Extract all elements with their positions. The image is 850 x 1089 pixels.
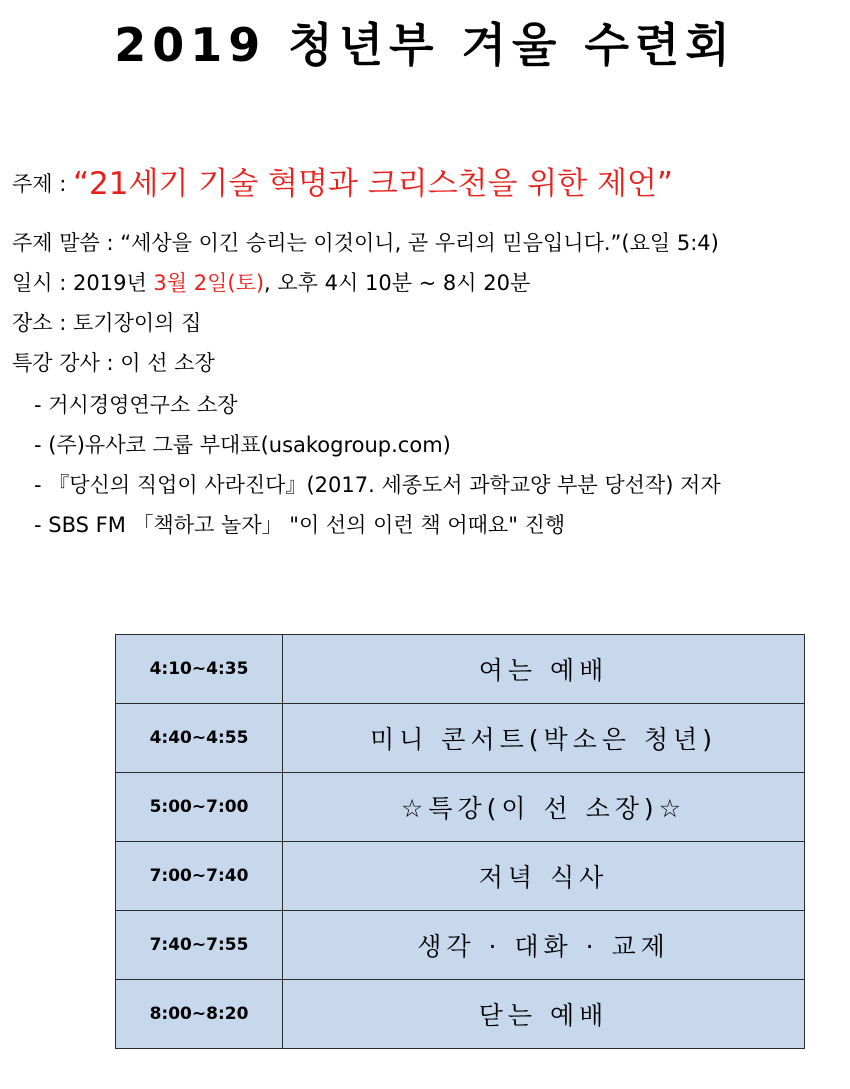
table-row xyxy=(116,704,805,773)
schedule-time: 4:10~4:35 xyxy=(116,635,283,704)
speaker-detail: - 『당신의 직업이 사라진다』(2017. 세종도서 과학교양 부분 당선작) 저자 xyxy=(34,473,721,497)
speaker-heading: 특강 강사 : 이 선 소장 xyxy=(12,351,215,375)
theme-text: “21세기 기술 혁명과 크리스천을 위한 제언” xyxy=(73,166,673,202)
speaker-detail: - SBS FM 「책하고 놀자」 "이 선의 이런 책 어때요" 진행 xyxy=(34,513,566,537)
table-row xyxy=(116,773,805,842)
schedule-table xyxy=(115,634,805,1049)
table-row xyxy=(116,842,805,911)
schedule-event: 여는 예배 xyxy=(283,635,805,704)
theme-label: 주제 : xyxy=(12,172,73,196)
table-row xyxy=(116,980,805,1049)
speaker-detail: - 거시경영연구소 소장 xyxy=(34,393,238,417)
page-title: 2019 청년부 겨울 수련회 xyxy=(114,18,736,72)
table-row xyxy=(116,635,805,704)
datetime-prefix: 일시 : 2019년 xyxy=(12,271,154,295)
schedule-event: 저녁 식사 xyxy=(283,842,805,911)
schedule-event: 닫는 예배 xyxy=(283,980,805,1049)
schedule-event: ☆특강(이 선 소장)☆ xyxy=(283,773,805,842)
datetime-date-highlight: 3월 2일(토) xyxy=(153,271,265,295)
table-row xyxy=(116,911,805,980)
schedule-event: 미니 콘서트(박소은 청년) xyxy=(283,704,805,773)
event-place: 장소 : 토기장이의 집 xyxy=(12,311,202,335)
theme-line xyxy=(12,166,673,202)
schedule-time: 8:00~8:20 xyxy=(116,980,283,1049)
schedule-time: 7:40~7:55 xyxy=(116,911,283,980)
theme-verse: 주제 말씀 : “세상을 이긴 승리는 이것이니, 곧 우리의 믿음입니다.”(요일 5:4) xyxy=(12,231,719,255)
schedule-time: 5:00~7:00 xyxy=(116,773,283,842)
schedule-time: 4:40~4:55 xyxy=(116,704,283,773)
schedule-time: 7:00~7:40 xyxy=(116,842,283,911)
event-datetime xyxy=(12,268,530,298)
schedule-event: 생각 · 대화 · 교제 xyxy=(283,911,805,980)
datetime-suffix: , 오후 4시 10분 ~ 8시 20분 xyxy=(264,271,531,295)
speaker-detail: - (주)유사코 그룹 부대표(usakogroup.com) xyxy=(34,433,451,457)
